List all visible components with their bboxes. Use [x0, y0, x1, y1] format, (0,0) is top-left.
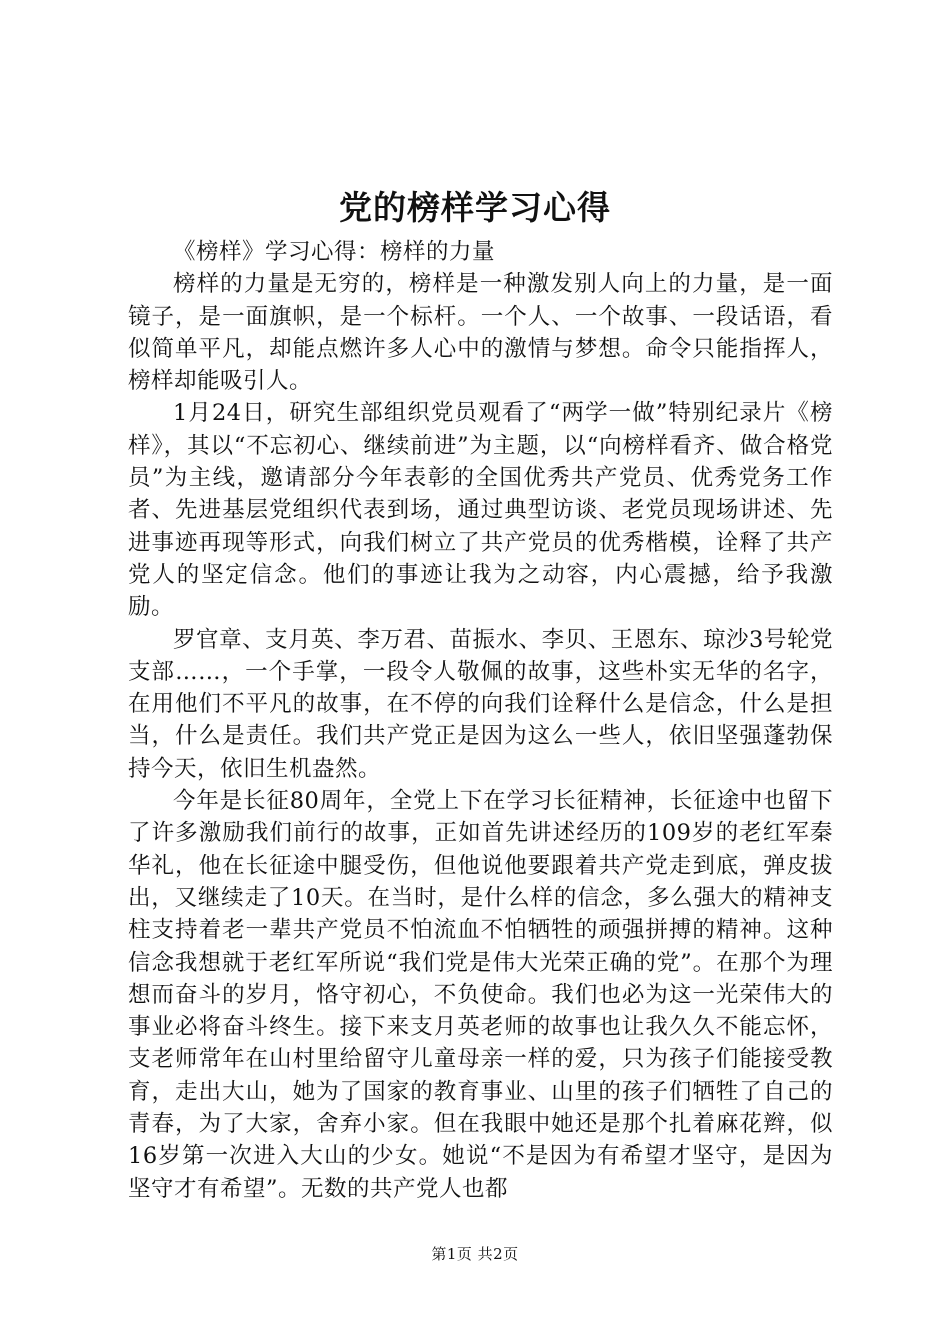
- paragraph-subtitle: 《榜样》学习心得：榜样的力量: [173, 239, 496, 265]
- page-footer: 第1页 共2页: [431, 1245, 519, 1263]
- paragraph: 1月24日，研究生部组织党员观看了“两学一做”特别纪录片《榜样》，其以“不忘初心、继续前进”为主题，以“向榜样看齐、做合格党员”为主线，邀请部分今年表彰的全国优秀共产党员、优秀党务工作者、先进基层党组织代表到场，通过典型访谈、老党员现场讲述、先进事迹再现等形式，向我们树立了共产党员的优秀楷模，诠释了共产党人的坚定信念。他们的事迹让我为之动容，内心震撼，给予我激励。: [128, 400, 833, 621]
- paragraph: 榜样的力量是无穷的，榜样是一种激发别人向上的力量，是一面镜子，是一面旗帜，是一个标杆。一个人、一个故事、一段话语，看似简单平凡，却能点燃许多人心中的激情与梦想。命令只能指挥人，榜样却能吸引人。: [128, 271, 833, 395]
- paragraph: 今年是长征80周年，全党上下在学习长征精神，长征途中也留下了许多激励我们前行的故事，正如首先讲述经历的109岁的老红军秦华礼，他在长征途中腿受伤，但他说他要跟着共产党走到底，弹皮拔出，又继续走了10天。在当时，是什么样的信念，多么强大的精神支柱支持着老一辈共产党员不怕流血不怕牺牲的顽强拼搏的精神。这种信念我想就于老红军所说“我们党是伟大光荣正确的党”。在那个为理想而奋斗的岁月，恪守初心，不负使命。我们也必为这一光荣伟大的事业必将奋斗终生。接下来支月英老师的故事也让我久久不能忘怀，支老师常年在山村里给留守儿童母亲一样的爱，只为孩子们能接受教育，走出大山，她为了国家的教育事业、山里的孩子们牺牲了自己的青春，为了大家，舍弃小家。但在我眼中她还是那个扎着麻花辫，似16岁第一次进入大山的少女。她说“不是因为有希望才坚守，是因为坚守才有希望”。无数的共产党人也都: [128, 788, 833, 1202]
- paragraph: 罗官章、支月英、李万君、苗振水、李贝、王恩东、琼沙3号轮党支部……，一个手掌，一段令人敬佩的故事，这些朴实无华的名字，在用他们不平凡的故事，在不停的向我们诠释什么是信念，什么是担当，什么是责任。我们共产党正是因为这么一些人，依旧坚强蓬勃保持今天，依旧生机盎然。: [128, 626, 833, 782]
- document-body: [128, 236, 833, 1205]
- document-title: 党的榜样学习心得: [339, 188, 611, 227]
